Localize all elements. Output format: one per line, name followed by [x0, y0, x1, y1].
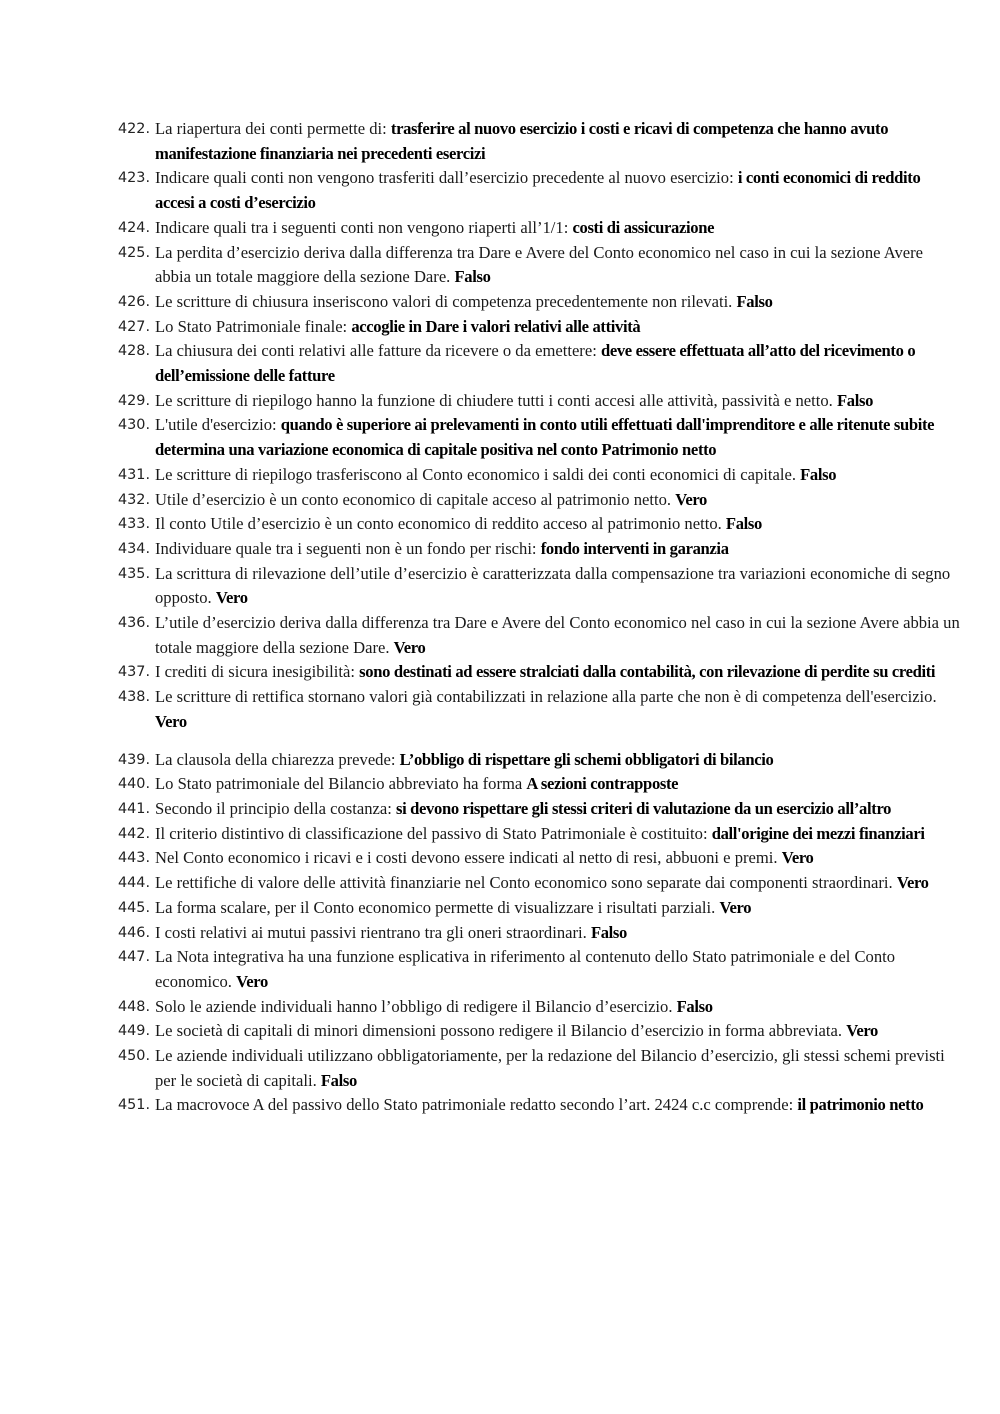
list-item: [118, 822, 960, 847]
list-item: [118, 463, 960, 488]
question-answer-list: [118, 117, 960, 1118]
answer-text: quando è superiore ai prelevamenti in conto utili effettuati dall'imprenditore e alle ritenute subite determina una variazione economica di capitale positiva nel conto Patrimonio netto: [155, 415, 935, 460]
question-text: Le scritture di rettifica stornano valori già contabilizzati in relazione alla parte che non è di competenza dell'esercizio.: [155, 687, 937, 707]
answer-text: Vero: [675, 489, 707, 509]
question-text: I crediti di sicura inesigibilità:: [155, 662, 360, 682]
answer-text: si devono rispettare gli stessi criteri di valutazione da un esercizio all’altro: [396, 798, 892, 818]
question-text: La macrovoce A del passivo dello Stato patrimoniale redatto secondo l’art. 2424 c.c comprende:: [155, 1095, 798, 1115]
question-text: Indicare quali conti non vengono trasferiti dall’esercizio precedente al nuovo esercizio:: [155, 168, 738, 188]
item-number: 440.: [118, 776, 151, 793]
item-number: 442.: [118, 825, 151, 842]
list-item: [118, 241, 960, 290]
list-item: [118, 1044, 960, 1093]
item-number: 426.: [118, 293, 151, 310]
answer-text: Vero: [846, 1021, 878, 1041]
item-number: 444.: [118, 875, 151, 892]
question-text: Solo le aziende individuali hanno l’obbligo di redigere il Bilancio d’esercizio.: [155, 996, 677, 1016]
list-item: [118, 896, 960, 921]
answer-text: Vero: [236, 971, 268, 991]
question-text: Le società di capitali di minori dimensioni possono redigere il Bilancio d’esercizio in forma abbreviata.: [155, 1021, 847, 1041]
answer-text: Vero: [393, 637, 426, 657]
list-item: [118, 871, 960, 896]
item-number: 433.: [118, 516, 151, 533]
answer-text: Vero: [896, 873, 929, 893]
question-text: La Nota integrativa ha una funzione esplicativa in riferimento al contenuto dello Stato patrimoniale e del Conto economico.: [155, 947, 896, 991]
question-text: L'utile d'esercizio:: [155, 415, 281, 435]
question-text: Indicare quali tra i seguenti conti non vengono riaperti all’1/1:: [155, 217, 573, 237]
item-number: 446.: [118, 924, 151, 941]
list-item: [118, 117, 960, 166]
list-item: [118, 1093, 960, 1118]
item-number: 422.: [118, 121, 151, 137]
item-number: 445.: [118, 899, 151, 916]
item-number: 428.: [118, 343, 151, 360]
answer-text: A sezioni contrapposte: [526, 774, 679, 794]
answer-text: accoglie in Dare i valori relativi alle attività: [351, 316, 641, 336]
question-text: I costi relativi ai mutui passivi rientrano tra gli oneri straordinari.: [155, 922, 591, 942]
item-number: 437.: [118, 664, 151, 681]
item-number: 450.: [118, 1048, 151, 1065]
item-number: 435.: [118, 565, 151, 582]
answer-text: il patrimonio netto: [797, 1095, 924, 1115]
item-number: 427.: [118, 318, 151, 335]
question-text: Le rettifiche di valore delle attività finanziarie nel Conto economico sono separate dai componenti straordinari.: [155, 873, 897, 893]
question-text: Le aziende individuali utilizzano obbligatoriamente, per la redazione del Bilancio d’esercizio, gli stessi schemi previsti per le società di capitali.: [155, 1046, 945, 1090]
question-text: Lo Stato patrimoniale del Bilancio abbreviato ha forma: [155, 774, 527, 794]
answer-text: Falso: [454, 267, 491, 287]
list-item: [118, 290, 960, 315]
item-number: 436.: [118, 615, 151, 632]
question-text: Le scritture di riepilogo hanno la funzione di chiudere tutti i conti accesi alle attività, passività e netto.: [155, 390, 837, 410]
item-number: 447.: [118, 949, 151, 966]
answer-text: Falso: [590, 922, 627, 942]
item-number: 423.: [118, 170, 151, 187]
list-item: [118, 748, 960, 773]
list-item: [118, 488, 960, 513]
question-text: Le scritture di riepilogo trasferiscono al Conto economico i saldi dei conti economici di capitale.: [155, 464, 801, 484]
answer-text: i conti economici di reddito accesi a costi d’esercizio: [155, 168, 921, 213]
item-number: 449.: [118, 1023, 151, 1040]
item-number: 434.: [118, 540, 151, 557]
item-number: 448.: [118, 998, 151, 1015]
answer-text: L’obbligo di rispettare gli schemi obbligatori di bilancio: [399, 749, 774, 769]
list-item: [118, 945, 960, 994]
list-item: [118, 512, 960, 537]
item-number: 439.: [118, 751, 151, 768]
item-number: 438.: [118, 689, 151, 706]
list-item: [118, 611, 960, 660]
answer-text: Falso: [676, 996, 713, 1016]
list-item: [118, 389, 960, 414]
list-item: [118, 562, 960, 611]
question-text: Le scritture di chiusura inseriscono valori di competenza precedentemente non rilevati.: [155, 291, 737, 311]
list-item: [118, 166, 960, 215]
question-text: Secondo il principio della costanza:: [155, 798, 396, 818]
list-item: [118, 537, 960, 562]
list-item: [118, 660, 960, 685]
list-item: [118, 846, 960, 871]
question-text: La clausola della chiarezza prevede:: [155, 749, 400, 769]
item-number: 441.: [118, 800, 151, 817]
list-item: [118, 216, 960, 241]
item-number: 429.: [118, 392, 151, 409]
question-text: La chiusura dei conti relativi alle fatture da ricevere o da emettere:: [155, 341, 601, 361]
question-text: Lo Stato Patrimoniale finale:: [155, 316, 352, 336]
answer-text: fondo interventi in garanzia: [540, 538, 729, 558]
answer-text: Vero: [215, 588, 248, 608]
list-item: [118, 797, 960, 822]
answer-text: Falso: [836, 390, 874, 410]
list-item: [118, 685, 960, 734]
question-text: Il conto Utile d’esercizio è un conto economico di reddito acceso al patrimonio netto.: [155, 514, 726, 534]
question-text: La perdita d’esercizio deriva dalla differenza tra Dare e Avere del Conto economico nel caso in cui la sezione Avere abbia un totale maggiore della sezione Dare.: [155, 242, 924, 287]
answer-text: trasferire al nuovo esercizio i costi e ricavi di competenza che hanno avuto manifestazione finanziaria nei precedenti esercizi: [155, 119, 889, 163]
question-text: Individuare quale tra i seguenti non è un fondo per rischi:: [155, 538, 541, 558]
item-number: 424.: [118, 219, 151, 236]
item-number: 430.: [118, 417, 151, 434]
answer-text: sono destinati ad essere stralciati dalla contabilità, con rilevazione di perdite su crediti: [359, 662, 936, 682]
answer-text: Vero: [155, 711, 187, 731]
answer-text: dall'origine dei mezzi finanziari: [711, 823, 925, 843]
answer-text: Vero: [719, 897, 752, 917]
item-number: 443.: [118, 850, 151, 867]
answer-text: Falso: [320, 1070, 357, 1090]
question-text: L’utile d’esercizio deriva dalla differenza tra Dare e Avere del Conto economico nel caso in cui la sezione Avere abbia un totale maggiore della sezione Dare.: [155, 613, 960, 657]
question-text: Utile d’esercizio è un conto economico di capitale acceso al patrimonio netto.: [155, 489, 676, 509]
answer-text: costi di assicurazione: [572, 217, 715, 237]
list-item: [118, 413, 960, 462]
list-item: [118, 921, 960, 946]
answer-text: Falso: [800, 464, 837, 484]
question-text: Il criterio distintivo di classificazione del passivo di Stato Patrimoniale è costituito:: [155, 823, 712, 843]
answer-text: Falso: [725, 514, 762, 534]
question-text: La scrittura di rilevazione dell’utile d’esercizio è caratterizzata dalla compensazione tra variazioni economiche di segno opposto.: [155, 563, 951, 608]
answer-text: Vero: [781, 848, 814, 868]
question-text: La forma scalare, per il Conto economico permette di visualizzare i risultati parziali.: [155, 897, 720, 917]
list-item: [118, 339, 960, 388]
list-item: [118, 1019, 960, 1044]
list-item: [118, 772, 960, 797]
answer-text: Falso: [736, 291, 773, 311]
answer-text: deve essere effettuata all’atto del ricevimento o dell’emissione delle fatture: [155, 341, 916, 386]
list-item: [118, 315, 960, 340]
item-number: 451.: [118, 1097, 151, 1114]
list-item: [118, 995, 960, 1020]
question-text: Nel Conto economico i ricavi e i costi devono essere indicati al netto di resi, abbuoni e premi.: [155, 848, 782, 868]
item-number: 425.: [118, 244, 151, 261]
item-number: 431.: [118, 466, 151, 483]
question-text: La riapertura dei conti permette di:: [155, 119, 391, 138]
item-number: 432.: [118, 491, 151, 508]
